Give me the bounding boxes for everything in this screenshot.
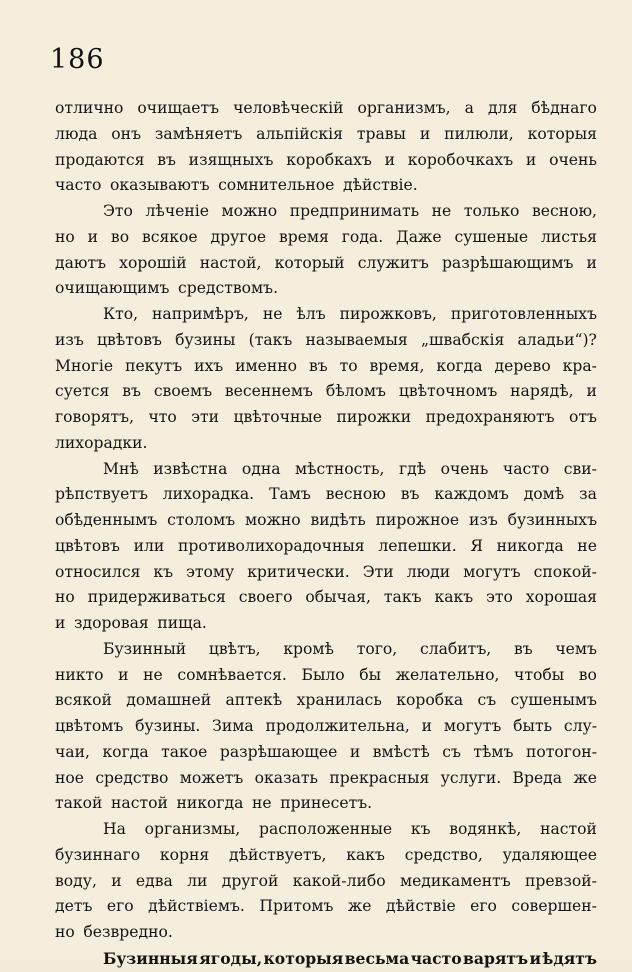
text-line [55, 843, 597, 869]
word: разрѣшающимъ [441, 253, 574, 272]
word: средствомъ. [177, 279, 279, 298]
text-line [55, 714, 597, 740]
word: чемъ [555, 639, 597, 658]
word: настой, [199, 253, 262, 272]
word: противолихорадочныя [177, 536, 365, 555]
word: и [111, 871, 122, 890]
word: не [143, 665, 163, 684]
body-text [55, 96, 597, 972]
word: но [55, 227, 75, 246]
word: бѣднаго [531, 99, 597, 117]
word: и [118, 665, 129, 684]
text-line [55, 740, 597, 766]
text-line [55, 199, 597, 225]
word: что [148, 408, 177, 426]
word: въ [513, 639, 533, 658]
word: коробочкахъ [407, 150, 514, 169]
word: слабитъ, [419, 639, 492, 658]
word: совершен- [511, 897, 597, 916]
word: На [103, 820, 126, 838]
word: бы [359, 665, 382, 684]
word: обѣденнымъ [55, 511, 158, 529]
word: могутъ [443, 717, 502, 735]
word: ное [55, 768, 85, 787]
word: быть [513, 717, 553, 735]
word: гдѣ [398, 459, 427, 478]
word: другой [221, 871, 279, 890]
word: организмы, [144, 820, 241, 838]
word: мѣстность, [295, 459, 385, 478]
word: превзой- [524, 871, 597, 890]
word: Я [470, 536, 483, 555]
text-line [55, 585, 597, 611]
word: которыя [527, 124, 597, 143]
word: какъ [434, 588, 474, 607]
word: съ [442, 742, 461, 761]
word: хорошій [119, 253, 187, 272]
text-line [55, 328, 597, 354]
word: цвѣтомъ [55, 717, 124, 735]
word: человѣческій [233, 99, 344, 117]
word: это [486, 588, 513, 607]
word: и [87, 227, 99, 246]
word: оказываютъ [109, 176, 210, 195]
word: весною [325, 485, 386, 504]
word: весьма [344, 948, 410, 968]
word: цвѣточномъ [398, 382, 498, 401]
word: какой-либо [292, 871, 386, 890]
word: безвредно. [83, 923, 173, 941]
word: варятъ [463, 948, 529, 968]
word: чтобы [514, 665, 565, 684]
word: очищаетъ [137, 99, 220, 117]
word: и [525, 150, 537, 169]
word: сви- [563, 459, 597, 478]
word: можно [221, 202, 278, 220]
word: аптекѣ [225, 691, 283, 710]
word: средство, [404, 845, 483, 864]
word: пирожковъ, [339, 305, 437, 323]
text-line [55, 534, 597, 560]
word: или [133, 536, 165, 555]
word: травы [356, 124, 406, 143]
word: не [252, 794, 272, 813]
word: альпійскія [256, 124, 343, 143]
word: эти [191, 408, 220, 426]
text-line [55, 817, 597, 843]
word: настой [111, 794, 168, 813]
word: изящныхъ [188, 150, 274, 169]
word: слу- [563, 717, 597, 735]
word: ягоды, [199, 948, 263, 968]
word: не [431, 202, 452, 220]
word: бузинныхъ [507, 511, 597, 529]
word: домѣ [523, 485, 565, 504]
word: удаляющее [502, 845, 597, 864]
word: продолжительна, [265, 717, 410, 735]
word: потогон- [525, 742, 597, 761]
word: оказать [254, 768, 319, 787]
word: весеннемъ [224, 382, 313, 401]
word: которыя [263, 948, 344, 968]
word: Бузинныя [103, 948, 198, 968]
word: за [579, 485, 597, 504]
word: время [278, 227, 329, 246]
word: говорятъ, [55, 408, 135, 426]
word: цвѣтовъ [97, 330, 162, 349]
word: и [421, 717, 433, 735]
word: но [55, 588, 75, 607]
word: Бузинный [103, 639, 187, 658]
word: часто [55, 176, 102, 195]
word: сомнѣвается. [177, 665, 287, 684]
word: во [578, 665, 597, 684]
word: именно [235, 356, 298, 375]
word: но [55, 923, 75, 941]
word: такой [55, 794, 103, 813]
word: своего [238, 588, 293, 607]
word: столомъ [167, 511, 236, 529]
word: пекутъ [125, 356, 183, 375]
word: извѣстна [153, 459, 228, 478]
word: и [55, 614, 66, 632]
word: Даже [396, 227, 442, 246]
word: въ [400, 485, 420, 504]
word: для [487, 99, 518, 117]
word: средство [95, 768, 169, 787]
word: чаи, [55, 742, 90, 761]
word: отъ [569, 408, 597, 426]
word: когда [102, 742, 149, 761]
word: корня [159, 845, 210, 864]
word: бузины [175, 330, 236, 349]
text-line [55, 611, 597, 637]
word: не [577, 536, 597, 555]
word: его [470, 897, 497, 916]
word: ѣдятъ [542, 948, 597, 968]
word: онъ [111, 124, 141, 143]
word: служитъ [357, 253, 429, 272]
word: нарядѣ, [510, 382, 574, 401]
word: съ [477, 691, 497, 710]
word: очень [440, 459, 489, 478]
word: часто [410, 948, 462, 968]
word: никто [55, 665, 104, 684]
word: лихорадки. [55, 433, 148, 452]
word: коробкахъ [286, 150, 372, 169]
word: въ [122, 382, 141, 401]
word: можетъ [179, 768, 244, 787]
word: во [110, 227, 130, 246]
word: никогда [176, 794, 244, 813]
word: каждомъ [434, 485, 509, 504]
word: вмѣстѣ [372, 742, 430, 761]
word: называемыя [305, 330, 408, 349]
word: бузины. [135, 717, 201, 735]
word: въ [157, 150, 176, 169]
text-line [55, 688, 597, 714]
word: сомнительное [218, 176, 335, 195]
word: здоровая [73, 614, 149, 632]
word: относился [55, 562, 141, 581]
word: ѣлъ [296, 305, 326, 323]
word: Притомъ [259, 897, 334, 916]
word: часто [502, 459, 550, 478]
word: другое [210, 227, 267, 246]
word: аладьи“)? [517, 330, 597, 349]
text-line [55, 225, 597, 251]
word: могутъ [463, 562, 521, 581]
word: изъ [468, 511, 498, 529]
text-line [55, 560, 597, 586]
word: кромѣ [283, 639, 334, 658]
word: даютъ [55, 253, 107, 272]
word: и [419, 124, 431, 143]
text-line [55, 457, 597, 483]
word: хорошая [525, 588, 597, 607]
word: отлично [55, 99, 124, 117]
word: пирожное [375, 511, 460, 529]
word: домашней [126, 691, 212, 710]
text-line [55, 869, 597, 895]
word: Кто, [103, 305, 139, 323]
word: такое [161, 742, 208, 761]
word: сушеные [454, 227, 529, 246]
word: такъ [383, 588, 422, 607]
word: очень [549, 150, 597, 169]
text-line [55, 791, 597, 817]
text-line [55, 379, 597, 405]
word: Вреда [512, 768, 563, 787]
word: (такъ [248, 330, 293, 349]
word: Тамъ [269, 485, 311, 504]
word: и [349, 742, 361, 761]
text-line [55, 482, 597, 508]
word: настой [540, 820, 597, 838]
word: то [339, 356, 358, 375]
word: прекрасныя [329, 768, 430, 787]
text-line [55, 508, 597, 534]
text-line [55, 148, 597, 174]
word: дѣйствіе. [342, 176, 418, 195]
word: лихорадка. [162, 485, 255, 504]
word: расположенные [259, 820, 393, 838]
word: разрѣшающее [219, 742, 338, 761]
word: водянкѣ, [449, 820, 522, 838]
text-line [55, 251, 597, 277]
word: лепешки. [378, 536, 457, 555]
word: замѣняетъ [154, 124, 243, 143]
word: же [573, 768, 597, 787]
text-line [55, 276, 597, 302]
word: листья [541, 227, 597, 246]
word: время, [369, 356, 425, 375]
word: „швабскія [420, 330, 505, 349]
word: воду, [55, 871, 97, 890]
word: дерево [494, 356, 551, 375]
word: желательно, [395, 665, 500, 684]
word: пилюли, [444, 124, 514, 143]
word: этому [186, 562, 235, 581]
word: медикаментъ [399, 871, 511, 890]
word: только [463, 202, 520, 220]
word: тѣмъ [473, 742, 514, 761]
word: никогда [496, 536, 564, 555]
word: года. [341, 227, 384, 246]
word: пища. [157, 614, 207, 632]
word: продаются [55, 150, 145, 169]
text-line [55, 431, 597, 457]
word: цвѣтъ, [208, 639, 261, 658]
word: рѣпствуетъ [55, 485, 148, 504]
word: ихъ [194, 356, 224, 375]
word: всякой [55, 691, 112, 710]
text-line [55, 302, 597, 328]
word: хранилась [296, 691, 382, 710]
text-line [55, 405, 597, 431]
word: когда [436, 356, 483, 375]
word: люди [406, 562, 451, 581]
word: Эти [362, 562, 394, 581]
word: въ [308, 356, 328, 375]
word: одна [241, 459, 281, 478]
word: приготовленныхъ [450, 305, 597, 323]
word: критически. [247, 562, 350, 581]
word: Зима [212, 717, 254, 735]
text-line [55, 766, 597, 792]
word: принесетъ. [280, 794, 373, 813]
word: видѣть [310, 511, 366, 529]
word: кра- [562, 356, 597, 375]
word: обычая, [305, 588, 371, 607]
text-line [55, 920, 597, 946]
word: Было [301, 665, 345, 684]
word: къ [153, 562, 174, 581]
text-line [55, 894, 597, 920]
word: бузиннаго [55, 845, 141, 864]
page-number: 186 [50, 44, 105, 75]
word: весною, [531, 202, 597, 220]
word: и [384, 150, 396, 169]
word: своемъ [153, 382, 213, 401]
word: сушенымъ [510, 691, 597, 710]
text-line [55, 173, 597, 199]
word: предохраняютъ [425, 408, 555, 426]
word: детъ [55, 897, 93, 916]
word: пирожки [336, 408, 412, 426]
word: Это [103, 202, 133, 220]
word: а [464, 99, 474, 117]
text-line [55, 946, 597, 972]
word: напримѣръ, [152, 305, 249, 323]
text-line [55, 96, 597, 122]
word: какъ [346, 845, 385, 864]
text-line [55, 663, 597, 689]
word: суется [55, 382, 110, 401]
word: къ [410, 820, 431, 838]
word: Мнѣ [103, 459, 139, 478]
word: и [586, 382, 597, 401]
word: едва [135, 871, 173, 890]
word: изъ [55, 330, 84, 349]
word: спокой- [533, 562, 597, 581]
word: придерживаться [87, 588, 226, 607]
word: дѣйствіе [385, 897, 456, 916]
word: дѣйствіемъ. [148, 897, 245, 916]
word: его [106, 897, 134, 916]
word: ли [187, 871, 208, 890]
word: очищающимъ [55, 279, 170, 298]
word: можно [245, 511, 301, 529]
word: и [529, 948, 542, 968]
text-line [55, 637, 597, 663]
text-line [55, 122, 597, 148]
word: услуги. [440, 768, 502, 787]
word: который [274, 253, 345, 272]
word: же [347, 897, 372, 916]
word: того, [356, 639, 398, 658]
word: люда [55, 124, 98, 143]
word: коробка [396, 691, 464, 710]
word: предпринимать [289, 202, 420, 220]
word: лѣченіе [145, 202, 209, 220]
word: организмъ, [357, 99, 451, 117]
word: бѣломъ [325, 382, 386, 401]
word: не [262, 305, 283, 323]
word: цвѣточные [233, 408, 323, 426]
word: Многіе [55, 356, 114, 375]
word: дѣйствуетъ, [229, 845, 327, 864]
text-line [55, 354, 597, 380]
word: и [586, 253, 597, 272]
word: цвѣтовъ [55, 536, 120, 555]
word: всякое [141, 227, 198, 246]
